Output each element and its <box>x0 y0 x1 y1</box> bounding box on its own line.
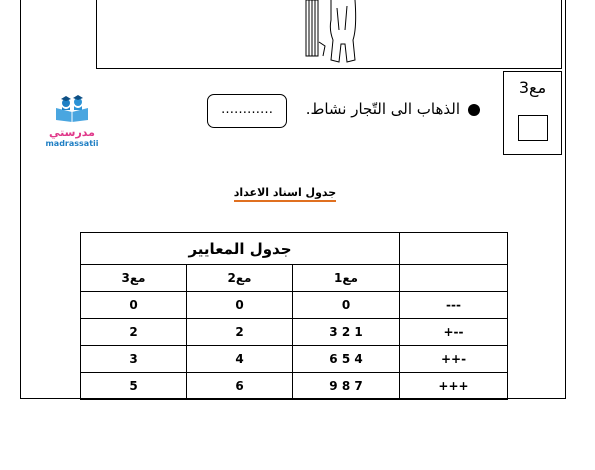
logo-arabic-text: مدرستي <box>49 126 95 139</box>
cell-c3: 0 <box>81 292 187 319</box>
empty-corner-cell <box>400 233 508 265</box>
cell-level: +++ <box>400 373 508 400</box>
madrassati-logo <box>44 94 100 146</box>
bullet-icon <box>468 104 480 116</box>
logo-latin-text: madrassatii <box>45 139 99 148</box>
cell-c2: 2 <box>187 319 293 346</box>
cell-c2: 0 <box>187 292 293 319</box>
illustration-frame <box>96 0 562 69</box>
cell-c3: 3 <box>81 346 187 373</box>
table-caption <box>200 186 370 199</box>
cell-level: ++- <box>400 346 508 373</box>
column-header-c2: مع2 <box>187 265 293 292</box>
answer-box[interactable]: ………… <box>207 94 287 128</box>
students-book-icon <box>52 94 92 122</box>
cell-c2: 4 <box>187 346 293 373</box>
criteria-label: مع3 <box>518 78 547 97</box>
column-header-c3: مع3 <box>81 265 187 292</box>
table-row <box>81 292 508 319</box>
cell-level: --- <box>400 292 508 319</box>
activity-text: الذهاب الى التّجار نشاط. <box>305 100 460 118</box>
table-title-row <box>81 233 508 265</box>
cell-level: +-- <box>400 319 508 346</box>
table-header-row <box>81 265 508 292</box>
criteria-table <box>80 232 508 400</box>
cell-c1: 7 8 9 <box>293 373 400 400</box>
empty-header-cell <box>400 265 508 292</box>
cell-c1: 4 5 6 <box>293 346 400 373</box>
cell-c3: 2 <box>81 319 187 346</box>
column-header-c1: مع1 <box>293 265 400 292</box>
table-row <box>81 373 508 400</box>
cell-c3: 5 <box>81 373 187 400</box>
cell-c2: 6 <box>187 373 293 400</box>
table-title: جدول المعايير <box>81 233 400 265</box>
doorway-illustration <box>301 0 371 68</box>
table-caption-text: جدول اسناد الاعداد <box>234 186 336 202</box>
criteria-score-box <box>503 71 562 155</box>
table-row <box>81 346 508 373</box>
score-input-box[interactable] <box>518 115 548 141</box>
cell-c1: 1 2 3 <box>293 319 400 346</box>
table-row <box>81 319 508 346</box>
activity-item <box>300 100 480 118</box>
cell-c1: 0 <box>293 292 400 319</box>
